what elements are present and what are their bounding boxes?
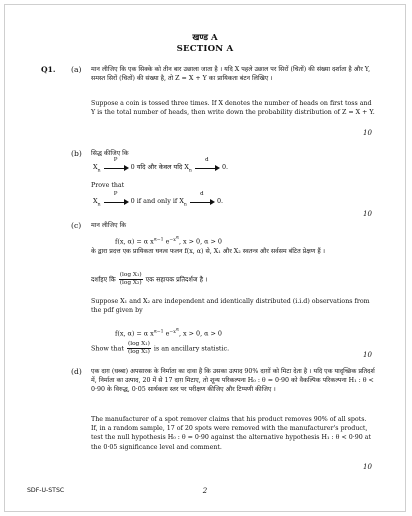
part-c-pdf-hindi: f(x, α) = α $x^{\alpha-1}$ $e^{-x^\alpha}$, x > 0, α > 0 [115,235,222,246]
part-d-label: (d) [71,367,82,376]
part-a-marks: 10 [363,129,372,137]
paper-code: SDF-U-STSC [27,487,65,494]
part-c-hindi-body: के द्वारा प्रदत्त एक प्रायिकता घनत्व फलन f(x, α) से, X₁ और X₂ स्वतन्त्र और सर्वसम बंटित प्रेक्षण हैं । [91,248,326,255]
part-c-english-show: Show that $\frac{\text{(log X₁)}}{\text{(log X₂)}}$ is an ancillary statistic. [91,341,230,355]
section-title-english: SECTION A [176,44,234,54]
part-c-label: (c) [71,221,82,230]
section-title-hindi: खण्ड A [192,33,218,43]
convergence-p-arrow: P [103,163,129,171]
part-c-english-body: Suppose X₁ and X₂ are independent and identically distributed (i.i.d) observations from the pdf given by [91,298,370,315]
convergence-d-arrow-en: d [189,197,215,205]
part-b-label: (b) [71,149,82,158]
part-d-marks: 10 [363,463,372,471]
part-a-english: Suppose a coin is tossed three times. If X denotes the number of heads on first toss and Y is the total number of heads, then write down the probability distribution of Z = X + Y. [91,100,375,117]
part-b-hindi-statement: $X_n$ P 0 यदि और केवल यदि $X_n$ d 0. [93,157,229,174]
part-a-hindi: मान लीजिए कि एक सिक्के को तीन बार उछाला जाता है । यदि X पहले उछाल पर सिरों (चितों) की संख्या दर्शाता है और Y, समस्त सिरों (चितों) की संख्या है, तो Z = X + Y का प्रायिकता बंटन लिखिए । [91,66,371,83]
convergence-p-arrow-en: P [103,197,129,205]
question-number: Q1. [41,65,56,74]
part-d-english: The manufacturer of a spot remover claims that his product removes 90% of all spots. If, in a random sample, 17 of 20 spots were removed with the manufacturer's product, test the null hypothesis H₀ : θ = 0·90 against the alternative hypothesis H₁ : θ < 0·90 at the 0·05 significance level and comment. [91,416,372,451]
part-b-english-statement: $X_n$ P 0 if and only if $X_n$ d 0. [93,191,224,208]
part-a-label: (a) [71,65,82,74]
part-c-marks: 10 [363,351,372,359]
exam-page [4,4,406,512]
part-b-hindi-intro: सिद्ध कीजिए कि [91,150,129,157]
part-b-marks: 10 [363,210,372,218]
part-c-hindi-intro: मान लीजिए कि [91,222,127,229]
log-ratio-fraction: $\frac{\text{(log X₁)}}{\text{(log X₂)}}$ [119,272,142,286]
log-ratio-fraction-en: $\frac{\text{(log X₁)}}{\text{(log X₂)}}$ [127,341,150,355]
part-b-english-intro: Prove that [91,182,125,189]
part-d-hindi: एक दाग़ (धब्बा) अपसारक के निर्माता का दावा है कि उसका उत्पाद 90% दाग़ों को मिटा देता है । यदि एक यादृच्छिक प्रतिदर्श में, निर्माता का उत्पाद, 20 में से 17 दाग़ मिटाए, तो शून्य परिकल्पना H₀ : θ = 0·90 को वैकल्पिक परिकल्पना H₁ : θ < 0·90 के विरुद्ध, 0·05 सार्थकता स्तर पर परीक्षण कीजिए और टिप्पणी कीजिए । [91,368,375,394]
page-number: 2 [202,487,208,495]
part-c-pdf-english: f(x, α) = α $x^{\alpha-1}$ $e^{-x^\alpha}$, x > 0, α > 0 [115,327,222,338]
convergence-d-arrow: d [194,163,220,171]
part-c-hindi-show: दर्शाइए कि $\frac{\text{(log X₁)}}{\text{(log X₂)}}$ एक सहायक प्रतिदर्शज है । [91,272,208,286]
